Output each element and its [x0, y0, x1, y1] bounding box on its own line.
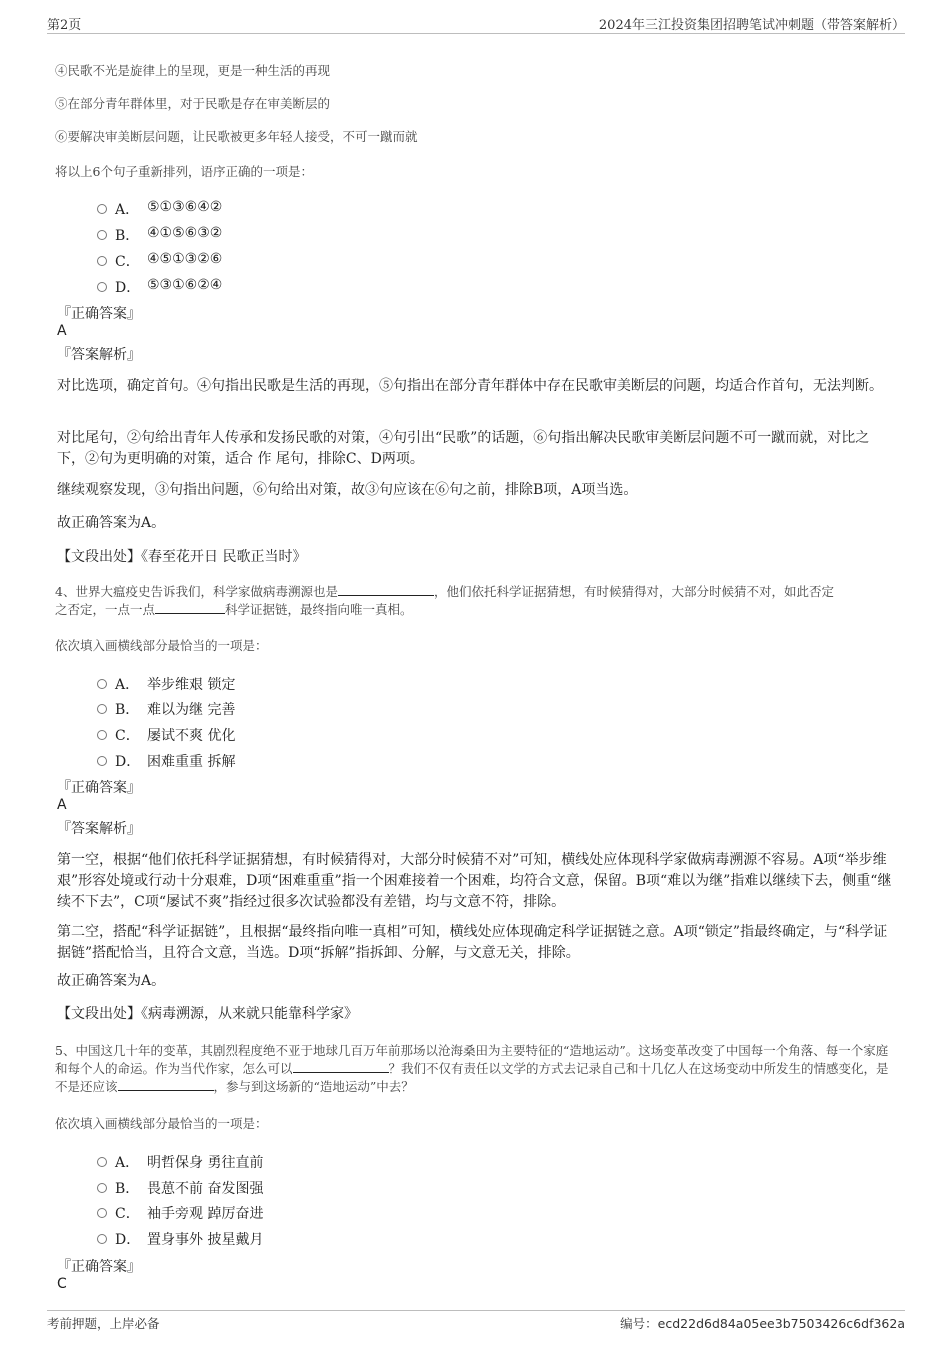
radio-button-icon[interactable] [97, 256, 107, 266]
analysis-paragraph: 对比尾句，②句给出青年人传承和发扬民歌的对策，④句引出“民歌”的话题，⑥句指出解决民歌审美断层问题不可一蹴而就，对比之下，②句为更明确的对策，适合 作 尾句，排除C、D两项。 [57, 430, 870, 467]
stem-text: 之否定，一点一点 [55, 602, 156, 617]
option-text: ⑤③①⑥②④ [147, 277, 223, 293]
document-title: 2024年三江投资集团招聘笔试冲刺题（带答案解析） [598, 18, 905, 33]
option-letter: D． [115, 280, 141, 296]
option-letter: A． [115, 1155, 140, 1171]
stem-text: ，参与到这场新的“造地运动”中去？ [213, 1079, 414, 1094]
radio-button-icon[interactable] [97, 1183, 107, 1193]
correct-answer: A [57, 797, 67, 813]
option-letter: B． [115, 1181, 140, 1197]
stem-text: ？我们不仅有责任以文学的方式去记录自己和十几亿人在这场变动中所发生的情感变化，是不是还应该 [55, 1061, 889, 1094]
correct-answer-label: 『正确答案』 [57, 780, 141, 796]
option-letter: D． [115, 754, 141, 770]
code-label: 编号： [620, 1316, 658, 1331]
page-header [47, 12, 905, 34]
question-prompt: 依次填入画横线部分最恰当的一项是： [55, 638, 268, 653]
option-letter: D． [115, 1232, 141, 1248]
fill-blank [118, 1078, 214, 1091]
analysis-paragraph: 对比选项，确定首句。④句指出民歌是生活的再现，⑤句指出在部分青年群体中存在民歌审美断层的问题，均适合作首句，无法判断。 [57, 378, 883, 394]
radio-button-icon[interactable] [97, 1157, 107, 1167]
footer-slogan: 考前押题，上岸必备 [47, 1316, 160, 1331]
option-letter: A． [115, 677, 140, 693]
option-text: 举步维艰 锁定 [147, 677, 236, 693]
stem-text: 科学证据链，最终指向唯一真相。 [225, 602, 413, 617]
question-prompt: 依次填入画横线部分最恰当的一项是： [55, 1116, 268, 1131]
option-text: ④①⑤⑥③② [147, 225, 223, 241]
radio-button-icon[interactable] [97, 204, 107, 214]
correct-answer-label: 『正确答案』 [57, 306, 141, 322]
document-code [620, 1314, 905, 1332]
fill-blank [293, 1060, 389, 1073]
radio-button-icon[interactable] [97, 704, 107, 714]
correct-answer-label: 『正确答案』 [57, 1259, 141, 1275]
analysis-paragraph: 继续观察发现，③句指出问题，⑥句给出对策，故③句应该在⑥句之前，排除B项，A项当选。 [57, 482, 638, 498]
sentence-6: ⑥要解决审美断层问题，让民歌被更多年轻人接受，不可一蹴而就 [55, 129, 418, 144]
option-text: 畏葸不前 奋发图强 [147, 1181, 264, 1197]
radio-button-icon[interactable] [97, 1208, 107, 1218]
option-letter: A． [115, 202, 140, 218]
option-text: ④⑤①③②⑥ [147, 251, 223, 267]
option-text: 袖手旁观 踔厉奋进 [147, 1206, 264, 1222]
radio-button-icon[interactable] [97, 756, 107, 766]
option-text: 置身事外 披星戴月 [147, 1232, 264, 1248]
source-citation: 【文段出处】《春至花开日 民歌正当时》 [57, 549, 307, 565]
question-prompt: 将以上6个句子重新排列，语序正确的一项是： [55, 164, 313, 179]
analysis-conclusion: 故正确答案为A。 [57, 973, 166, 989]
option-letter: B． [115, 702, 140, 718]
radio-button-icon[interactable] [97, 282, 107, 292]
radio-button-icon[interactable] [97, 730, 107, 740]
option-text: 困难重重 拆解 [147, 754, 236, 770]
option-letter: C． [115, 1206, 140, 1222]
analysis-paragraph: 第一空，根据“他们依托科学证据猜想，有时候猜得对，大部分时候猜不对”可知，横线处应体现科学家做病毒溯源不容易。A项“举步维艰”形容处境或行动十分艰难，D项“困难重重”指一个困难接着一个困难，均符合文意，保留。B项“难以为继”指难以继续下去，侧重“继续不下去”，C项“屡试不爽”指经过很多次试验都没有差错，均与文意不符，排除。 [57, 852, 892, 910]
code-value: ecd22d6d84a05ee3b7503426c6df362a [657, 1316, 905, 1331]
correct-answer: A [57, 323, 67, 339]
analysis-conclusion: 故正确答案为A。 [57, 515, 166, 531]
sentence-5: ⑤在部分青年群体里，对于民歌是存在审美断层的 [55, 96, 331, 111]
option-letter: C． [115, 254, 140, 270]
option-text: 难以为继 完善 [147, 702, 236, 718]
source-citation: 【文段出处】《病毒溯源，从来就只能靠科学家》 [57, 1006, 358, 1022]
option-letter: C． [115, 728, 140, 744]
analysis-paragraph: 第二空，搭配“科学证据链”，且根据“最终指向唯一真相”可知，横线处应体现确定科学证据链之意。A项“锁定”指最终确定，与“科学证据链”搭配恰当，且符合文意，当选。D项“拆解”指拆卸、分解，与文意无关，排除。 [57, 924, 888, 961]
question-stem [55, 1042, 900, 1096]
radio-button-icon[interactable] [97, 1234, 107, 1244]
correct-answer: C [57, 1276, 67, 1292]
option-text: 明哲保身 勇往直前 [147, 1155, 264, 1171]
sentence-4: ④民歌不光是旋律上的呈现，更是一种生活的再现 [55, 63, 331, 78]
page-number: 第2页 [47, 18, 82, 33]
analysis-label: 『答案解析』 [57, 821, 141, 837]
page-footer [47, 1310, 905, 1334]
analysis-label: 『答案解析』 [57, 347, 141, 363]
stem-text: 4、世界大瘟疫史告诉我们，科学家做病毒溯源也是 [55, 584, 338, 599]
fill-blank [338, 583, 434, 596]
stem-text: ，他们依托科学证据猜想，有时候猜得对，大部分时候猜不对，如此否定 [433, 584, 834, 599]
option-text: 屡试不爽 优化 [147, 728, 236, 744]
option-letter: B． [115, 228, 140, 244]
stem-text: 5、中国这几十年的变革，其剧烈程度绝不亚于地球几百万年前那场以沧海桑田为主要特征的“造地运动”。这场变革改变了中国每一个角落、每一个家庭和每个人的命运。作为当代作家，怎么可以 [55, 1043, 889, 1076]
option-text: ⑤①③⑥④② [147, 199, 223, 215]
radio-button-icon[interactable] [97, 679, 107, 689]
radio-button-icon[interactable] [97, 230, 107, 240]
fill-blank [155, 601, 225, 614]
question-stem [55, 583, 900, 619]
